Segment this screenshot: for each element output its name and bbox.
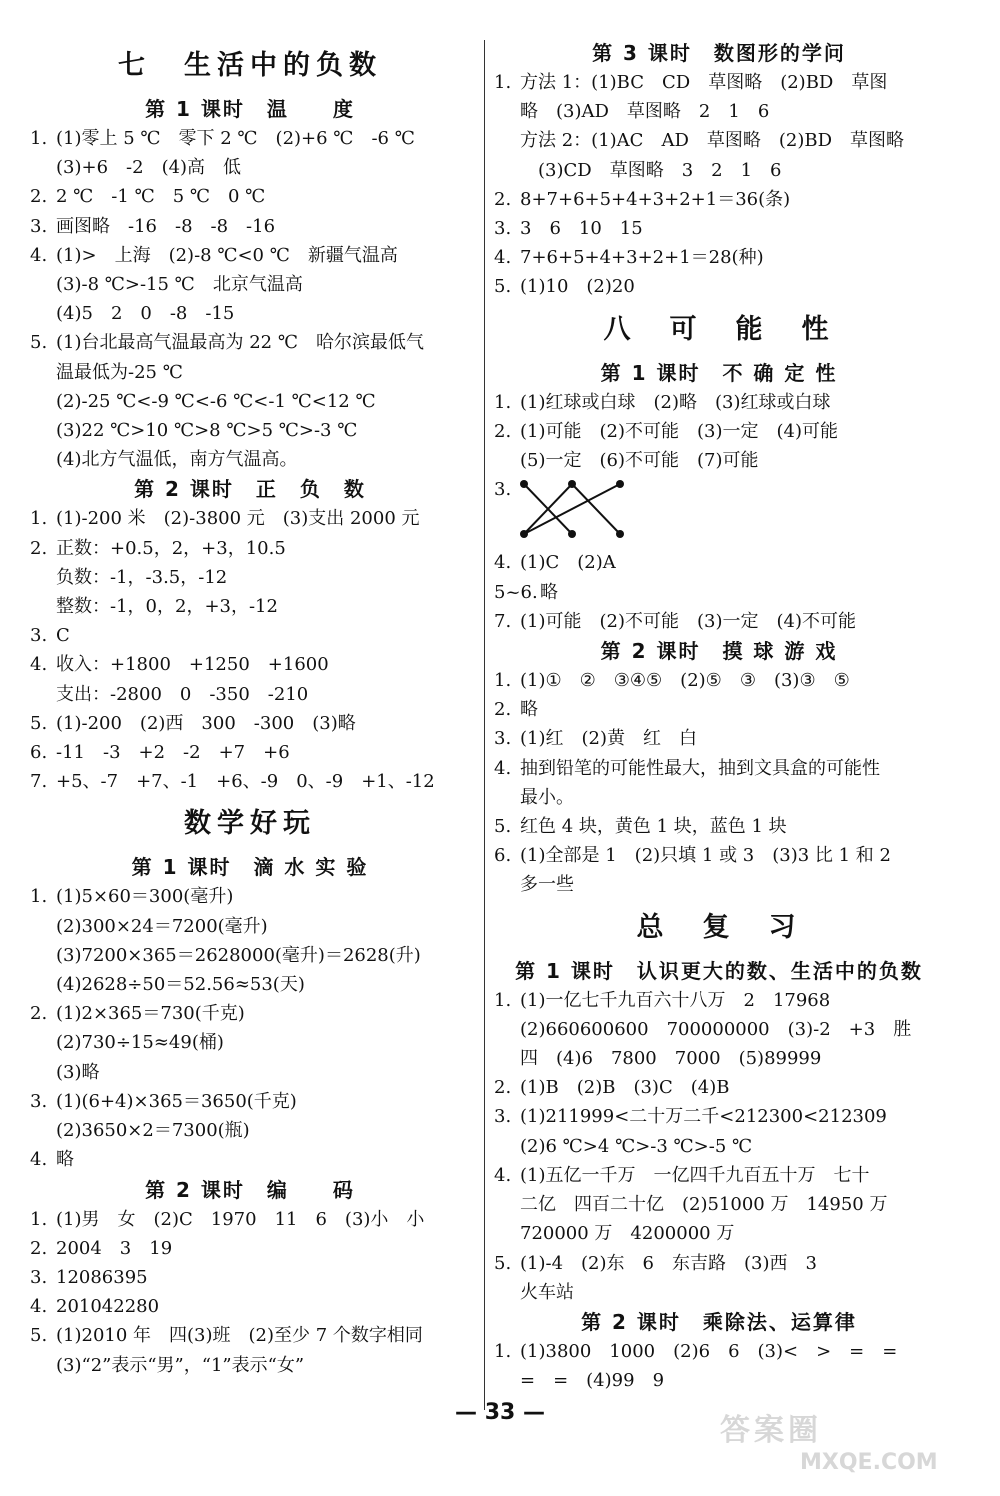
answer-line: (3)7200×365＝2628000(毫升)＝2628(升) [56, 944, 421, 966]
item-number: 1. [494, 1340, 512, 1362]
answer-line: 2 ℃ -1 ℃ 5 ℃ 0 ℃ [56, 186, 266, 208]
answer-line: 支出：-2800 0 -350 -210 [56, 683, 309, 705]
answer-line: -11 -3 +2 -2 +7 +6 [56, 742, 290, 764]
answer-item [494, 185, 944, 214]
item-number: 1. [494, 989, 512, 1011]
lesson-title: 第 3 课时 数图形的学问 [592, 41, 846, 65]
answer-item [30, 1087, 470, 1145]
lesson-title: 第 2 课时 编 码 [145, 1177, 355, 1202]
item-number: 2. [30, 1003, 48, 1025]
answer-line: (1)10 (2)20 [520, 276, 635, 298]
answer-line: 火车站 [520, 1281, 574, 1303]
answer-item [494, 578, 944, 607]
answer-item [494, 214, 944, 243]
item-number: 1. [30, 886, 48, 908]
answer-item [494, 754, 944, 812]
item-number: 1. [494, 391, 512, 413]
answer-line: (3)“2”表示“男”，“1”表示“女” [56, 1354, 305, 1376]
answer-line: 四 (4)6 7800 7000 (5)89999 [520, 1048, 822, 1070]
answer-line: (4)2628÷50＝52.56≈53(天) [56, 974, 305, 996]
answer-item [494, 1337, 944, 1395]
answer-line: 最小。 [520, 786, 574, 808]
answer-item [494, 548, 944, 577]
answer-item [494, 812, 944, 841]
answer-item [494, 475, 944, 548]
answer-item [30, 1205, 470, 1234]
answer-line: 红色 4 块，黄色 1 块，蓝色 1 块 [520, 816, 787, 838]
answer-item [30, 534, 470, 622]
answer-line: 略 [540, 581, 558, 603]
answer-line: (1)可能 (2)不可能 (3)一定 (4)可能 [520, 420, 838, 442]
answer-line: (1)-200 米 (2)-3800 元 (3)支出 2000 元 [56, 508, 420, 530]
answer-item [494, 272, 944, 301]
item-number: 4. [30, 1149, 48, 1171]
item-number: 3. [494, 479, 512, 501]
answer-line: 3 6 10 15 [520, 218, 643, 240]
item-number: 6. [30, 742, 48, 764]
item-number: 5. [30, 332, 48, 354]
answer-line: (3)22 ℃>10 ℃>8 ℃>5 ℃>-3 ℃ [56, 420, 358, 442]
item-number: 2. [494, 699, 512, 721]
answer-item [494, 607, 944, 636]
answer-line: 略 [520, 699, 538, 721]
page-number: — 33 — [455, 1400, 545, 1425]
left-column [30, 38, 470, 1380]
answer-line: C [56, 625, 70, 647]
item-number: 6. [494, 845, 512, 867]
answer-line: +5、-7 +7、-1 +6、-9 0、-9 +1、-12 [56, 771, 435, 793]
answer-line: 12086395 [56, 1266, 148, 1288]
answer-item [30, 241, 470, 329]
answer-line: (1)全部是 1 (2)只填 1 或 3 (3)3 比 1 和 2 [520, 845, 891, 867]
item-number: 1. [494, 670, 512, 692]
answer-line: 温最低为-25 ℃ [56, 361, 183, 383]
answer-item [30, 738, 470, 767]
answer-line: 抽到铅笔的可能性最大，抽到文具盒的可能性 [520, 757, 880, 779]
answer-line: (1)-4 (2)东 6 东吉路 (3)西 3 [520, 1252, 817, 1274]
answer-item [30, 1263, 470, 1292]
answer-line: (2)660600600 700000000 (3)-2 +3 胜 [520, 1018, 912, 1040]
answer-item [494, 724, 944, 753]
item-number: 4. [30, 244, 48, 266]
answer-item [494, 1073, 944, 1102]
answer-line: (2)300×24＝7200(毫升) [56, 915, 268, 937]
item-number: 3. [494, 728, 512, 750]
section-title: 八 可 能 性 [603, 313, 835, 345]
column-divider [484, 40, 485, 1410]
answer-line: (2)-25 ℃<-9 ℃<-6 ℃<-1 ℃<12 ℃ [56, 390, 376, 412]
answer-line: (1)零上 5 ℃ 零下 2 ℃ (2)+6 ℃ -6 ℃ [56, 128, 415, 149]
item-number: 4. [30, 654, 48, 676]
answer-line: 方法 1：(1)BC CD 草图略 (2)BD 草图 [520, 72, 888, 93]
answer-line: (1)红球或白球 (2)略 (3)红球或白球 [520, 391, 831, 413]
answer-line: 方法 2：(1)AC AD 草图略 (2)BD 草图略 [520, 130, 905, 152]
item-number: 2. [30, 537, 48, 559]
lesson-title: 第 1 课时 温 度 [145, 97, 355, 121]
answer-line: (1)可能 (2)不可能 (3)一定 (4)不可能 [520, 610, 856, 632]
item-number: 4. [494, 757, 512, 779]
item-number: 5~6. [494, 581, 538, 603]
answer-item [494, 388, 944, 417]
answer-line: (1)① ② ③④⑤ (2)⑤ ③ (3)③ ⑤ [520, 670, 850, 692]
watermark-logo: 答案圈 [720, 1413, 822, 1448]
answer-item [494, 243, 944, 272]
matching-lines-figure [520, 478, 630, 544]
answer-line: (1)(6+4)×365＝3650(千克) [56, 1090, 297, 1112]
item-number: 1. [494, 72, 512, 93]
answer-line: (4)5 2 0 -8 -15 [56, 303, 235, 325]
answer-line: (1)红 (2)黄 红 白 [520, 728, 697, 750]
item-number: 4. [30, 1296, 48, 1318]
item-number: 5. [494, 1252, 512, 1274]
section-title: 总 复 习 [636, 911, 802, 943]
section-title: 七 生活中的负数 [118, 50, 382, 81]
answer-item [30, 1321, 470, 1379]
answer-line: 略 (3)AD 草图略 2 1 6 [520, 101, 770, 123]
answer-item [30, 212, 470, 241]
answer-item [30, 999, 470, 1087]
answer-line: (1)> 上海 (2)-8 ℃<0 ℃ 新疆气温高 [56, 244, 398, 266]
item-number: 3. [30, 1266, 48, 1288]
answer-line: 201042280 [56, 1296, 160, 1318]
answer-line: (3)CD 草图略 3 2 1 6 [520, 159, 782, 181]
answer-item [30, 767, 470, 796]
answer-line: 略 [56, 1149, 74, 1171]
answer-line: (3)+6 -2 (4)高 低 [56, 157, 242, 179]
answer-line: 多一些 [520, 874, 574, 896]
answer-item [494, 841, 944, 899]
item-number: 7. [30, 771, 48, 793]
answer-item [30, 328, 470, 474]
answer-line: (1)2×365＝730(千克) [56, 1003, 245, 1025]
item-number: 4. [494, 247, 512, 269]
item-number: 5. [30, 1325, 48, 1347]
item-number: 1. [30, 128, 48, 149]
answer-line: (2)730÷15≈49(桶) [56, 1032, 224, 1054]
item-number: 4. [494, 1164, 512, 1186]
answer-line: (1)2010 年 四(3)班 (2)至少 7 个数字相同 [56, 1325, 423, 1347]
answer-line: (2)3650×2＝7300(瓶) [56, 1120, 250, 1142]
item-number: 1. [30, 1208, 48, 1230]
item-number: 1. [30, 508, 48, 530]
answer-item [30, 709, 470, 738]
answer-line: 2004 3 19 [56, 1237, 173, 1259]
lesson-title: 第 2 课时 摸 球 游 戏 [600, 639, 838, 664]
answer-item [30, 882, 470, 999]
answer-item [30, 124, 470, 182]
item-number: 5. [494, 276, 512, 298]
answer-line: (5)一定 (6)不可能 (7)可能 [520, 450, 759, 472]
answer-line: (3)-8 ℃>-15 ℃ 北京气温高 [56, 274, 303, 296]
item-number: 2. [30, 1237, 48, 1259]
answer-line: 整数：-1，0，2，+3，-12 [56, 596, 278, 618]
answer-item [30, 1292, 470, 1321]
answer-line: (1)5×60＝300(毫升) [56, 886, 234, 908]
item-number: 3. [30, 625, 48, 647]
answer-item [494, 1102, 944, 1160]
answer-line: (1)-200 (2)西 300 -300 (3)略 [56, 712, 356, 734]
answer-line: (1)男 女 (2)C 1970 11 6 (3)小 小 [56, 1208, 425, 1230]
item-number: 3. [30, 215, 48, 237]
item-number: 2. [494, 420, 512, 442]
item-number: 3. [30, 1090, 48, 1112]
answer-line: (1)C (2)A [520, 552, 616, 574]
answer-item [494, 1161, 944, 1249]
answer-line: 二亿 四百二十亿 (2)51000 万 14950 万 [520, 1194, 888, 1216]
answer-item [30, 182, 470, 211]
item-number: 2. [494, 188, 512, 210]
answer-line: (1)B (2)B (3)C (4)B [520, 1077, 730, 1099]
answer-item [30, 1145, 470, 1174]
lesson-title: 第 1 课时 滴 水 实 验 [131, 855, 369, 880]
item-number: 4. [494, 552, 512, 574]
answer-line: (4)北方气温低，南方气温高。 [56, 449, 298, 471]
answer-line: (1)五亿一千万 一亿四千九百五十万 七十 [520, 1164, 870, 1186]
answer-line: (1)211999<二十万二千<212300<212309 [520, 1106, 887, 1128]
answer-item [494, 417, 944, 475]
answer-item [30, 650, 470, 708]
item-number: 5. [30, 712, 48, 734]
section-title: 数学好玩 [184, 808, 316, 840]
lesson-title: 第 2 课时 乘除法、运算律 [581, 1309, 857, 1334]
item-number: 3. [494, 218, 512, 240]
answer-line: (2)6 ℃>4 ℃>-3 ℃>-5 ℃ [520, 1135, 753, 1157]
answer-line: 720000 万 4200000 万 [520, 1223, 735, 1245]
item-number: 7. [494, 610, 512, 632]
answer-item [30, 1234, 470, 1263]
answer-line: 8+7+6+5+4+3+2+1＝36(条) [520, 188, 791, 210]
answer-line: (1)3800 1000 (2)6 6 (3)< > = = [520, 1340, 898, 1362]
watermark-url: MXQE.COM [800, 1450, 938, 1475]
lesson-title: 第 1 课时 不 确 定 性 [600, 360, 838, 385]
answer-line: 7+6+5+4+3+2+1＝28(种) [520, 247, 764, 269]
answer-line: (1)一亿七千九百六十八万 2 17968 [520, 989, 831, 1011]
item-number: 2. [30, 186, 48, 208]
answer-item [30, 621, 470, 650]
item-number: 3. [494, 1106, 512, 1128]
item-number: 5. [494, 816, 512, 838]
lesson-title: 第 2 课时 正 负 数 [134, 477, 366, 502]
matching-diagram [494, 478, 944, 548]
answer-line: = = (4)99 9 [520, 1370, 665, 1392]
answer-line: 画图略 -16 -8 -8 -16 [56, 215, 276, 237]
answer-item [30, 504, 470, 533]
answer-line: (1)台北最高气温最高为 22 ℃ 哈尔滨最低气 [56, 332, 424, 354]
item-number: 2. [494, 1077, 512, 1099]
answer-item [494, 1249, 944, 1307]
answer-line: (3)略 [56, 1061, 100, 1083]
lesson-title: 第 1 课时 认识更大的数、生活中的负数 [515, 958, 923, 983]
answer-line: 收入：+1800 +1250 +1600 [56, 654, 329, 676]
answer-item [494, 68, 944, 185]
answer-item [494, 986, 944, 1074]
answer-line: 正数：+0.5，2，+3，10.5 [56, 537, 286, 559]
right-column [494, 38, 944, 1395]
answer-item [494, 666, 944, 695]
answer-line: 负数：-1，-3.5，-12 [56, 566, 228, 588]
answer-item [494, 695, 944, 724]
